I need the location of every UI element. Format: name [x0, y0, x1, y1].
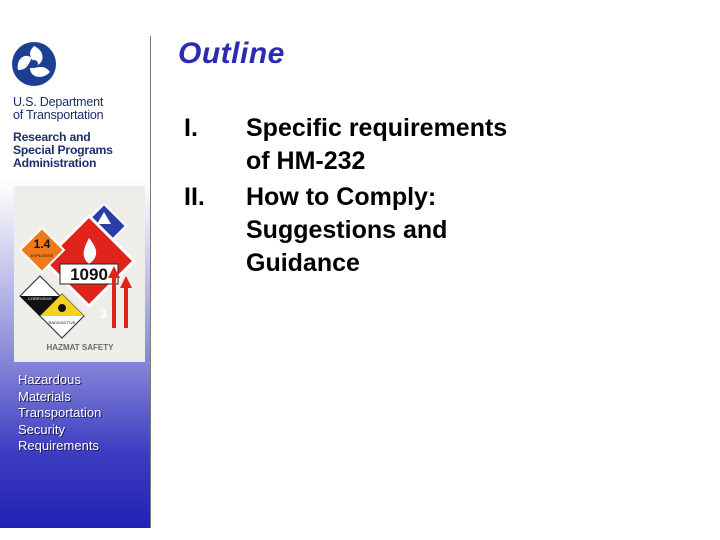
- usdot-logo-icon: [10, 40, 58, 88]
- hazmat-placards-image: [14, 186, 145, 362]
- caption-line-4: Security: [18, 421, 65, 437]
- placard-corrosive: CORROSIVE: [27, 296, 53, 301]
- outline-list: [184, 112, 704, 283]
- outline-numeral-1: I.: [184, 114, 198, 142]
- sidebar-divider: [150, 36, 151, 528]
- caption-line-3: Transportation: [18, 405, 102, 420]
- caption-line-2: Materials: [18, 388, 71, 404]
- department-name: [13, 96, 143, 122]
- outline-1-line-2: of HM-232: [246, 147, 366, 175]
- outline-item-1: [184, 112, 704, 178]
- outline-2-line-1: How to Comply:: [246, 183, 437, 211]
- caption-line-1: Hazardous: [18, 372, 81, 387]
- placard-3: 3: [100, 307, 107, 321]
- office-line-1: Research and: [13, 130, 91, 144]
- placard-1-4: 1.4: [33, 237, 51, 251]
- office-line-2: Special Programs: [13, 143, 113, 157]
- outline-2-line-2: Suggestions and: [246, 216, 448, 244]
- department-line-2: of Transportation: [13, 108, 104, 122]
- placard-explosive: EXPLOSIVE: [30, 253, 54, 258]
- outline-numeral-2: II.: [184, 183, 205, 211]
- outline-2-line-3: Guidance: [246, 249, 360, 277]
- caption-line-5: Requirements: [18, 438, 99, 453]
- sidebar-caption: [18, 372, 148, 455]
- placard-number: 1090: [70, 265, 108, 284]
- placard-radioactive: RADIOACTIVE: [48, 320, 76, 325]
- hazmat-safety-caption: HAZMAT SAFETY: [46, 343, 114, 352]
- office-name: [13, 131, 148, 170]
- outline-text-1: [246, 112, 704, 178]
- outline-text-2: [246, 181, 704, 280]
- outline-1-line-1: Specific requirements: [246, 114, 508, 142]
- office-line-3: Administration: [13, 156, 97, 170]
- slide-title: Outline: [178, 37, 285, 70]
- department-line-1: U.S. Department: [13, 95, 104, 109]
- sidebar: [0, 0, 150, 528]
- outline-item-2: [184, 181, 704, 280]
